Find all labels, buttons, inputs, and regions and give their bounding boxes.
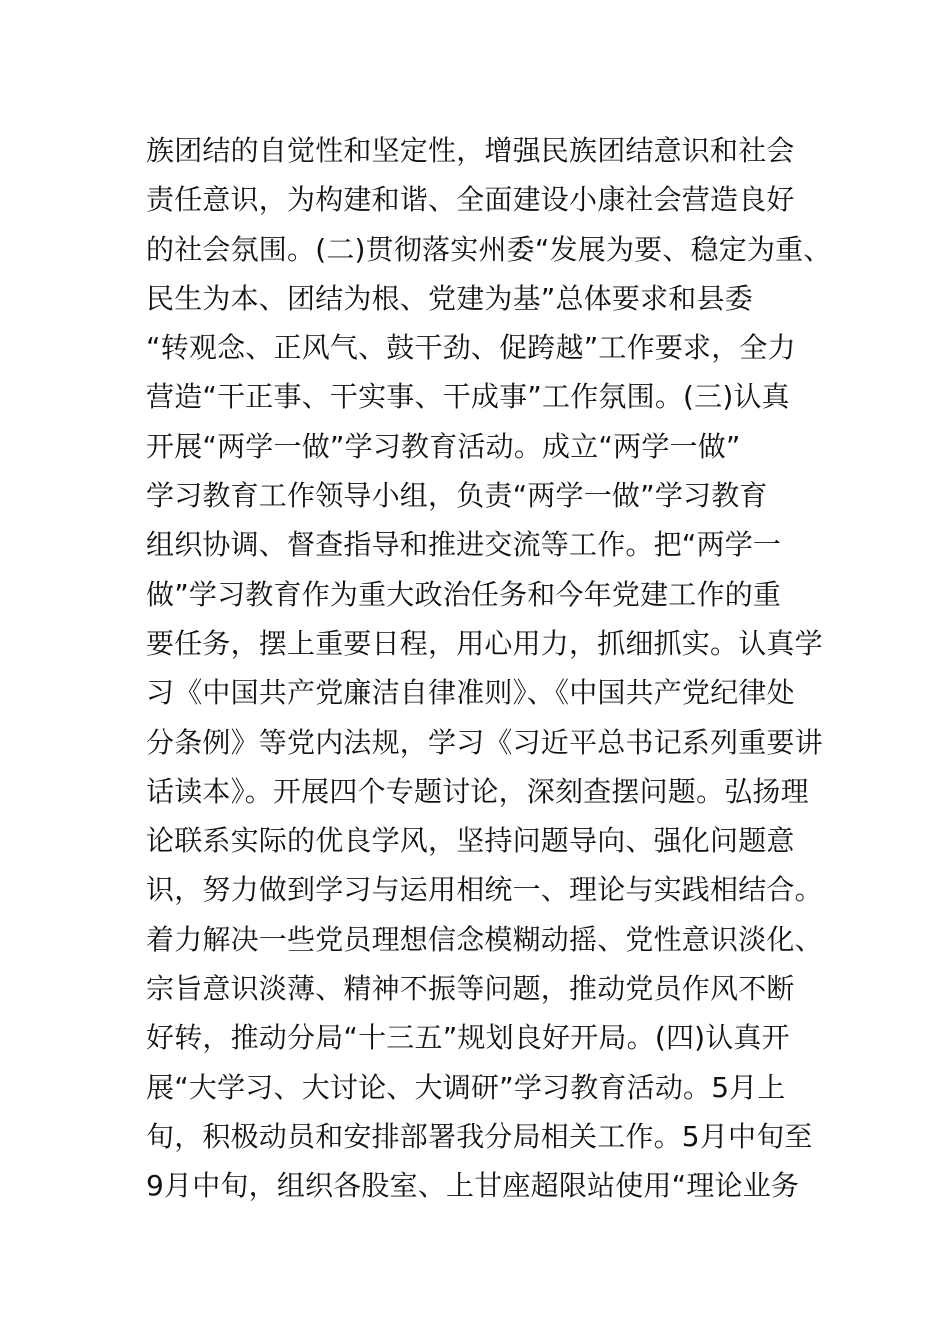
text-line: 开展“两学一做”学习教育活动。成立“两学一做” <box>146 429 741 463</box>
text-line: 责任意识，为构建和谐、全面建设小康社会营造良好 <box>146 183 795 217</box>
text-line: 识，努力做到学习与运用相统一、理论与实践相结合。 <box>146 873 823 907</box>
text-line: 着力解决一些党员理想信念模糊动摇、党性意识淡化、 <box>146 922 823 956</box>
text-line: 好转，推动分局“十三五”规划良好开局。(四)认真开 <box>146 1021 790 1055</box>
text-line: 族团结的自觉性和坚定性，增强民族团结意识和社会 <box>146 134 795 167</box>
text-line: 9月中旬，组织各股室、上甘座超限站使用“理论业务 <box>146 1169 800 1203</box>
text-line: 组织协调、督查指导和推进交流等工作。把“两学一 <box>146 528 782 562</box>
text-line: 营造“干正事、干实事、干成事”工作氛围。(三)认真 <box>146 380 790 414</box>
text-line: 论联系实际的优良学风，坚持问题导向、强化问题意 <box>146 824 795 858</box>
text-line: 要任务，摆上重要日程，用心用力，抓细抓实。认真学 <box>146 626 823 660</box>
body-text <box>146 126 836 1211</box>
text-line: 分条例》等党内法规，学习《习近平总书记系列重要讲 <box>146 725 823 759</box>
text-line: 展“大学习、大讨论、大调研”学习教育活动。5月上 <box>146 1070 786 1104</box>
text-line: 宗旨意识淡薄、精神不振等问题，推动党员作风不断 <box>146 972 795 1006</box>
text-line: 学习教育工作领导小组，负责“两学一做”学习教育 <box>146 479 768 513</box>
text-line: 习《中国共产党廉洁自律准则》、《中国共产党纪律处 <box>146 676 795 710</box>
text-line: 做”学习教育作为重大政治任务和今年党建工作的重 <box>146 577 782 611</box>
text-line: 话读本》。开展四个专题讨论，深刻查摆问题。弘扬理 <box>146 774 809 808</box>
text-line: 的社会氛围。(二)贯彻落实州委“发展为要、稳定为重、 <box>146 232 832 266</box>
text-line: 旬，积极动员和安排部署我分局相关工作。5月中旬至 <box>146 1119 813 1153</box>
text-line: 民生为本、团结为根、党建为基”总体要求和县委 <box>146 281 753 315</box>
text-line: “转观念、正风气、鼓干劲、促跨越”工作要求，全力 <box>146 331 796 365</box>
